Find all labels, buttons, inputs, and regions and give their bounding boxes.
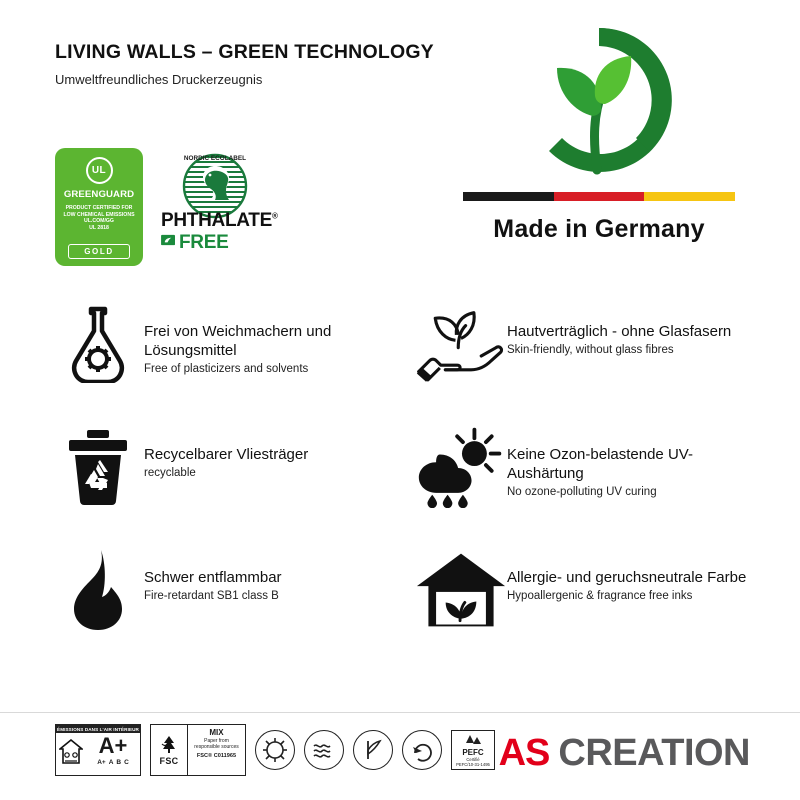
page-subtitle: Umweltfreundliches Druckerzeugnis [55,72,263,88]
greenguard-gold-badge [55,148,143,266]
flame-icon [52,546,144,634]
feature-subtitle: Free of plasticizers and solvents [144,363,309,376]
feature-text [144,423,308,479]
fsc-tree-icon [159,734,179,754]
feature-title: Allergie- und geruchsneutrale Farbe [507,569,747,586]
feature-item [415,546,768,669]
feature-title: Schwer entflammbar [144,569,282,586]
feature-grid [52,300,768,669]
footer-divider [0,712,800,713]
indoor-air-emissions-mark: ÉMISSIONS DANS L'AIR INTÉRIEUR A+ A+ A B C [55,724,141,776]
leaf-circle-icon [519,20,679,178]
greenguard-label: GREENGUARD [63,189,135,200]
peel-mark-icon [353,730,393,770]
header [55,42,495,87]
page-title: LIVING WALLS – GREEN TECHNOLOGY [55,41,434,63]
feature-item [52,423,405,546]
phthalate-free-badge [161,210,278,254]
fsc-mark: FSC MIX Paper from responsible sources FSC® C011965 [150,724,246,776]
nordic-ecolabel-badge [161,148,278,276]
feature-text [507,423,768,498]
free-word: FREE [179,232,229,253]
flask-icon [52,300,144,388]
recycle-arrow-mark-icon [402,730,442,770]
feature-item [52,546,405,669]
feature-item [52,300,405,423]
flag-stripe-red [554,192,645,201]
house-plant-icon [415,546,507,634]
house-icon [56,733,86,771]
emission-scale: A+ A B C [97,758,129,766]
waves-mark-icon [304,730,344,770]
feature-text [144,300,405,375]
nordic-ecolabel-text: NORDIC ECOLABEL [183,155,247,162]
emission-grade: A+ [98,732,128,758]
feature-title: Frei von Weichmachern und Lösungsmittel [144,323,332,360]
feature-text [507,546,746,602]
greenguard-details: PRODUCT CERTIFIED FOR LOW CHEMICAL EMISSIONS UL.COM/GG UL 2818 [63,205,135,231]
leaf-mark-icon [161,234,176,247]
footer-marks [55,724,495,776]
flag-stripe-black [463,192,554,201]
feature-subtitle: Fire-retardant SB1 class B [144,590,279,603]
made-in-germany-caption: Made in Germany [493,215,705,243]
feature-text [144,546,282,602]
brand-creation: CREATION [558,732,750,774]
feature-title: Recycelbarer Vliesträger [144,446,309,463]
feature-subtitle: recyclable [144,467,196,480]
recycle-bin-icon [52,423,144,511]
footer [0,714,800,800]
german-flag [463,192,735,201]
ul-logo-icon: UL [86,157,113,184]
feature-subtitle: Hypoallergenic & fragrance free inks [507,590,693,603]
feature-text [507,300,731,356]
feature-item [415,423,768,546]
feature-item [415,300,768,423]
made-in-germany-block [454,20,744,244]
gear-mark-icon [255,730,295,770]
certification-badges [55,148,278,276]
brand-logo [499,732,750,775]
feature-subtitle: No ozone-polluting UV curing [507,486,657,499]
sun-cloud-rain-icon [415,423,507,511]
brand-as: AS [498,732,550,774]
feature-title: Hautverträglich - ohne Glasfasern [507,323,732,340]
pefc-trees-icon [464,734,482,748]
feature-title: Keine Ozon-belastende UV-Aushärtung [507,446,693,483]
flag-stripe-gold [644,192,735,201]
green-technology-logo [454,20,744,178]
fsc-label: FSC [159,756,179,766]
hand-plant-icon [415,300,507,388]
phthalate-word: PHTHALATE® [161,210,278,231]
pefc-mark: PEFC Certifié PEFC/10-31-1495 [451,730,495,770]
feature-subtitle: Skin-friendly, without glass fibres [507,344,674,357]
greenguard-level: GOLD [68,244,130,259]
